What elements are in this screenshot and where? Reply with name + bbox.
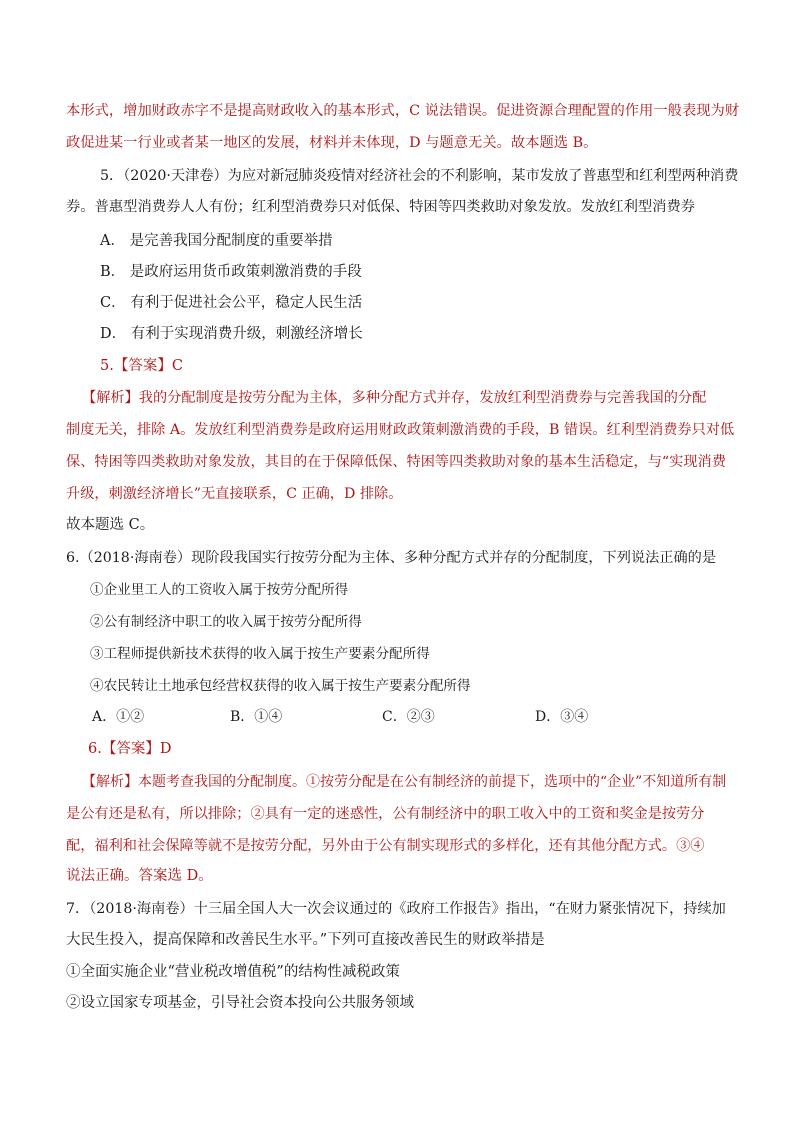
q5-analysis-line-3: 保、特困等四类救助对象发放，其目的在于保障低保、特困等四类救助对象的基本生活稳定，与“实现消费 (66, 454, 726, 470)
q6-option-a: A．①② (92, 709, 145, 725)
q6-item-1: ①企业里工人的工资收入属于按劳分配所得 (90, 582, 349, 598)
q7-stem-line-2: 大民生投入，提高保障和改善民生水平。”下列可直接改善民生的财政举措是 (66, 932, 545, 948)
q5-analysis-line-2: 制度无关，排除 A。发放红利型消费券是政府运用财政政策刺激消费的手段，B 错误。红利型消费券只对低 (66, 422, 735, 438)
q5-option-d: D． 有利于实现消费升级，刺激经济增长 (100, 326, 363, 342)
q7-item-2: ②设立国家专项基金，引导社会资本投向公共服务领域 (66, 995, 414, 1011)
q7-stem-line-1: 7．（2018·海南卷）十三届全国人大一次会议通过的《政府工作报告》指出，“在财力紧张情况下，持续加 (66, 901, 726, 917)
q6-item-2: ②公有制经济中职工的收入属于按劳分配所得 (90, 614, 362, 630)
q5-analysis-line-4: 升级，刺激经济增长”无直接联系，C 正确，D 排除。 (66, 486, 403, 502)
q6-item-3: ③工程师提供新技术获得的收入属于按生产要素分配所得 (90, 646, 430, 662)
q6-analysis-line-1: 【解析】本题考查我国的分配制度。①按劳分配是在公有制经济的前提下，选项中的“企业”不知道所有制 (82, 774, 727, 790)
q5-option-a: A． 是完善我国分配制度的重要举措 (100, 233, 333, 249)
q6-option-d: D．③④ (535, 709, 589, 725)
q5-option-c: C． 有利于促进社会公平，稳定人民生活 (100, 295, 363, 311)
q6-answer: 6.【答案】D (88, 741, 172, 757)
q6-option-c: C．②③ (382, 709, 435, 725)
q5-conclusion: 故本题选 C。 (66, 517, 155, 533)
q5-answer: 5.【答案】C (100, 358, 183, 374)
q6-analysis-line-2: 是公有还是私有，所以排除；②具有一定的迷惑性，公有制经济中的职工收入中的工资和奖金是按劳分 (66, 806, 705, 822)
q5-option-b: B． 是政府运用货币政策刺激消费的手段 (100, 264, 362, 280)
q6-analysis-line-4: 说法正确。答案选 D。 (66, 868, 213, 884)
q4-analysis-line-1: 本形式，增加财政赤字不是提高财政收入的基本形式，C 说法错误。促进资源合理配置的作用一般表现为财 (66, 103, 740, 119)
q7-item-1: ①全面实施企业“营业税改增值税”的结构性减税政策 (66, 964, 400, 980)
q6-item-4: ④农民转让土地承包经营权获得的收入属于按生产要素分配所得 (90, 678, 471, 694)
q6-option-b: B．①④ (230, 709, 283, 725)
q5-analysis-line-1: 【解析】我的分配制度是按劳分配为主体，多种分配方式并存，发放红利型消费券与完善我国的分配 (82, 390, 707, 406)
q5-stem-line-1: 5．（2020·天津卷）为应对新冠肺炎疫情对经济社会的不利影响，某市发放了普惠型和红利型两种消费 (100, 168, 739, 184)
q5-stem-line-2: 券。普惠型消费券人人有份；红利型消费券只对低保、特困等四类救助对象发放。发放红利型消费券 (66, 199, 696, 215)
q6-analysis-line-3: 配，福利和社会保障等就不是按劳分配，另外由于公有制实现形式的多样化，还有其他分配方式。③④ (66, 838, 705, 854)
q6-stem: 6.（2018·海南卷）现阶段我国实行按劳分配为主体、多种分配方式并存的分配制度，下列说法正确的是 (66, 550, 717, 566)
q4-analysis-line-2: 政促进某一行业或者某一地区的发展，材料并未体现，D 与题意无关。故本题选 B。 (66, 135, 598, 151)
